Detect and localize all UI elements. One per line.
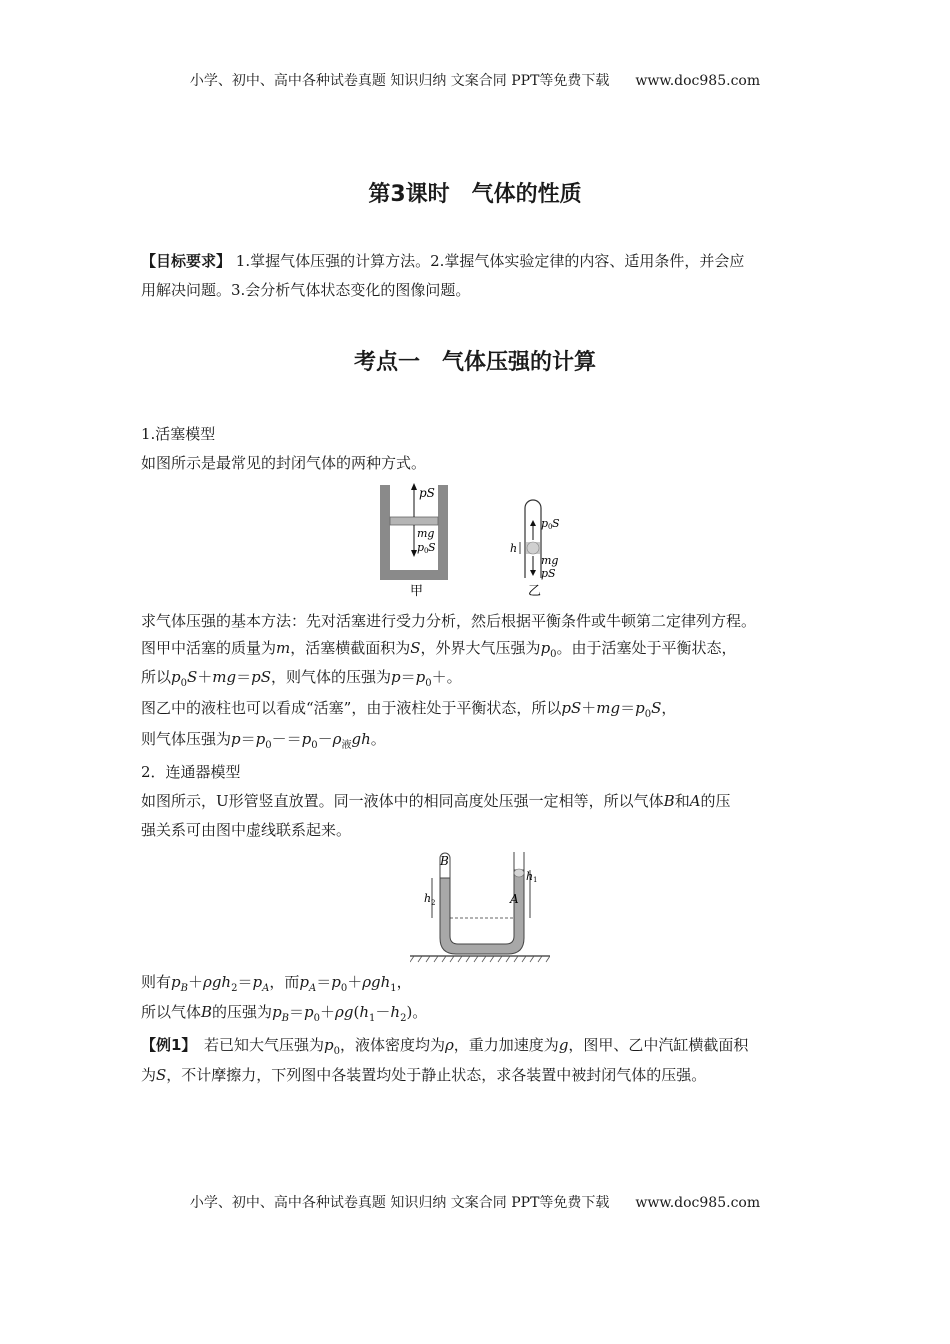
piston-line-2: 图甲中活塞的质量为m，活塞横截面积为S，外界大气压强为$p_0$。由于活塞处于平衡状态， (141, 639, 737, 660)
cylinder-jia (380, 483, 448, 580)
piston-l3a: 所以 (141, 668, 172, 686)
section-title: 考点一 气体压强的计算 (353, 350, 596, 375)
connector-l1c: 的压 (700, 792, 731, 810)
goals-line-2: 用解决问题。3.会分析气体状态变化的图像问题。 (141, 281, 471, 299)
example-label: 【例1】 (141, 1036, 189, 1054)
header-url[interactable]: www.doc985.com (635, 73, 761, 89)
connector-l1b: 和 (674, 792, 690, 810)
svg-text:0: 0 (548, 523, 553, 531)
connector-r1c: ， (396, 973, 412, 991)
svg-text:B: B (440, 854, 449, 868)
svg-text:S: S (552, 517, 560, 530)
fig-label-yi: 乙 (528, 584, 542, 599)
goals-text-1: 1.掌握气体压强的计算方法。2.掌握气体实验定律的内容、适用条件，并会应 (235, 252, 745, 270)
svg-text:1: 1 (533, 876, 538, 884)
piston-intro: 如图所示是最常见的封闭气体的两种方式。 (141, 454, 427, 472)
u-tube-figure (410, 848, 550, 966)
fig-label-jia: 甲 (410, 584, 424, 599)
svg-text:h: h (510, 542, 518, 555)
piston-line-5: 则气体压强为$p=p_0-=p_0-\rho_液gh$。 (141, 730, 386, 751)
svg-text:p: p (541, 517, 549, 530)
svg-text:pS: pS (541, 567, 556, 580)
page-header (0, 70, 950, 90)
connector-r2a: 所以气体 (141, 1003, 202, 1021)
example-l2a: 为 (141, 1066, 157, 1084)
tube-yi (510, 500, 560, 580)
svg-text:2: 2 (431, 899, 436, 907)
piston-l2b: ，活塞横截面积为 (290, 639, 411, 657)
connector-r2b: 的压强为 (212, 1003, 273, 1021)
piston-line-3: 所以$p_0S+mg=pS$，则气体的压强为$p=p_0+$。 (141, 668, 462, 689)
svg-text:h: h (526, 870, 534, 883)
example-l2b: ，不计摩擦力，下列图中各装置均处于静止状态，求各装置中被封闭气体的压强。 (166, 1066, 707, 1084)
example-l1: 若已知大气压强为 (203, 1036, 324, 1054)
example-l1d: ，图甲、乙中汽缸横截面积 (568, 1036, 749, 1054)
svg-text:p: p (417, 541, 425, 554)
piston-figure (370, 480, 580, 600)
example-l1c: ，重力加速度为 (453, 1036, 559, 1054)
piston-l2a: 图甲中活塞的质量为 (141, 639, 277, 657)
svg-text:S: S (428, 541, 436, 554)
connector-r1b: ，而 (269, 973, 300, 991)
svg-text:0: 0 (424, 547, 429, 555)
goals-line-1 (141, 251, 821, 271)
connector-r1a: 则有 (141, 973, 172, 991)
header-text: 小学、初中、高中各种试卷真题 知识归纳 文案合同 PPT等免费下载 (189, 73, 610, 89)
footer-url[interactable]: www.doc985.com (635, 1195, 761, 1211)
piston-l2c: ，外界大气压强为 (420, 639, 541, 657)
piston-l5c: 。 (370, 730, 386, 748)
connector-line-1: 如图所示，U形管竖直放置。同一液体中的相同高度处压强一定相等，所以气体B和A的压 (141, 792, 731, 810)
svg-text:mg: mg (541, 554, 559, 567)
piston-l5b: －＝ (271, 730, 302, 748)
piston-method: 求气体压强的基本方法：先对活塞进行受力分析，然后根据平衡条件或牛顿第二定律列方程。 (141, 612, 757, 630)
connector-heading: 2．连通器模型 (141, 763, 241, 781)
connector-result-2: 所以气体B的压强为$p_B=p_0+\rho g(h_1-h_2)$。 (141, 1003, 428, 1024)
piston-l4a: 图乙中的液柱也可以看成“活塞”，由于液柱处于平衡状态，所以 (141, 699, 562, 717)
svg-text:A: A (510, 892, 519, 906)
connector-line-2: 强关系可由图中虚线联系起来。 (141, 821, 352, 839)
example-l1b: ，液体密度均为 (339, 1036, 445, 1054)
piston-l3b: ，则气体的压强为 (271, 668, 392, 686)
example-1-line-1: 【例1】 若已知大气压强为$p_0$，液体密度均为ρ，重力加速度为g，图甲、乙中汽缸横截面积 (141, 1036, 749, 1057)
piston-l4b: ， (661, 699, 677, 717)
connector-l1: 如图所示，U形管竖直放置。同一液体中的相同高度处压强一定相等，所以气体 (141, 792, 664, 810)
page-title: 第3课时 气体的性质 (368, 182, 582, 207)
svg-text:h: h (424, 892, 432, 905)
svg-text:pS: pS (419, 486, 435, 500)
piston-heading: 1.活塞模型 (141, 425, 216, 443)
piston-l3c: ＋。 (431, 668, 462, 686)
example-1-line-2: 为S，不计摩擦力，下列图中各装置均处于静止状态，求各装置中被封闭气体的压强。 (141, 1066, 707, 1084)
piston-l2d: 。由于活塞处于平衡状态， (556, 639, 737, 657)
footer-text: 小学、初中、高中各种试卷真题 知识归纳 文案合同 PPT等免费下载 (189, 1195, 610, 1211)
connector-r2c: 。 (412, 1003, 428, 1021)
connector-result-1: 则有$p_B+\rho gh_2=p_A$，而$p_A=p_0+\rho gh_1$， (141, 973, 412, 994)
svg-text:mg: mg (417, 527, 435, 540)
goals-label: 【目标要求】 (141, 252, 232, 270)
page-footer (0, 1192, 950, 1212)
piston-l5a: 则气体压强为 (141, 730, 232, 748)
piston-line-4: 图乙中的液柱也可以看成“活塞”，由于液柱处于平衡状态，所以$pS+mg=p_0S$， (141, 699, 677, 720)
